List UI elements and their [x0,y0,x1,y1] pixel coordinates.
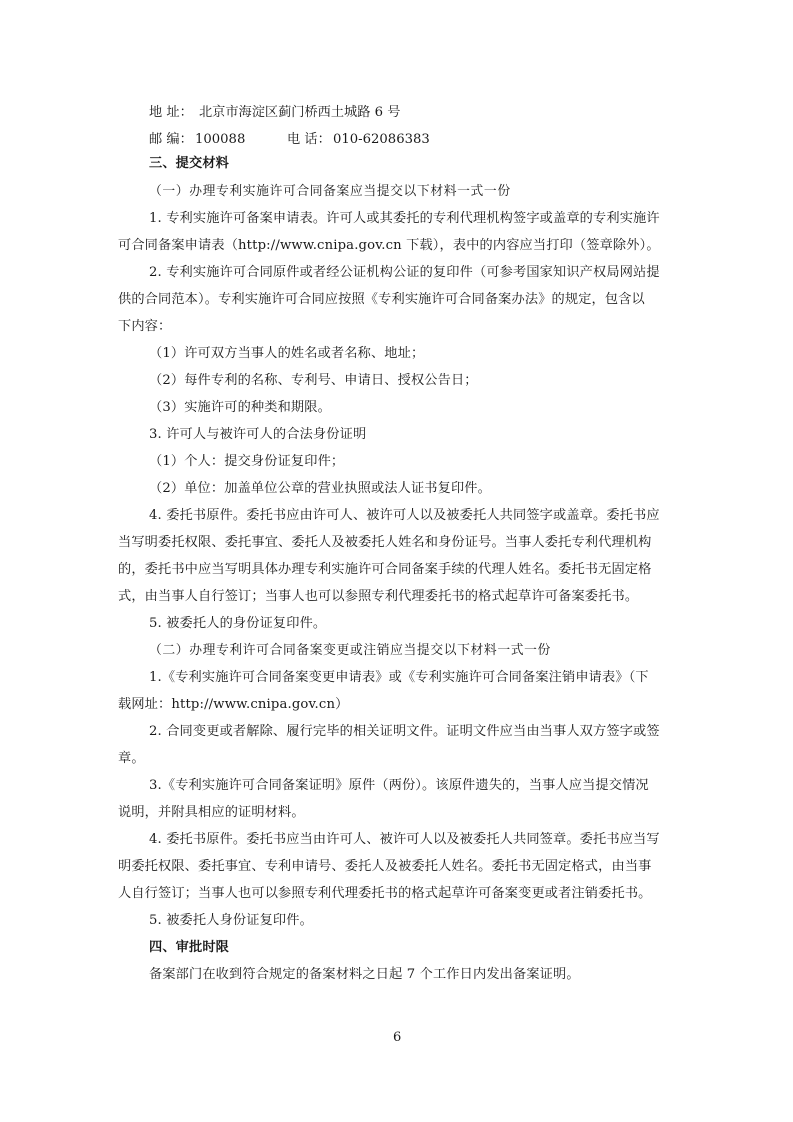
paragraph-line: 4. 委托书原件。委托书应当由许可人、被许可人以及被委托人共同签章。委托书应当写 [149,832,660,847]
paragraph-line: 1. 专利实施许可备案申请表。许可人或其委托的专利代理机构签字或盖章的专利实施许 [149,211,660,226]
section-heading-submission-materials: 三、提交材料 [149,156,230,171]
list-item: 3. 许可人与被许可人的合法身份证明 [149,427,367,442]
paragraph-line: 载网址：http://www.cnipa.gov.cn） [118,697,349,712]
phone-label: 电 话： [287,132,331,147]
paragraph-line: 式，由当事人自行签订；当事人也可以参照专利代理委托书的格式起草许可备案委托书。 [118,589,639,604]
paragraph-line: 可合同备案申请表（http://www.cnipa.gov.cn 下载），表中的内容应当打印（签章除外）。 [118,238,660,253]
paragraph-line: 供的合同范本）。专利实施许可合同应按照《专利实施许可合同备案办法》的规定，包含以 [118,292,645,307]
address-label: 地 址： [149,105,193,120]
list-item: （1）许可双方当事人的姓名或者名称、地址； [149,346,425,361]
subsection-title-license-filing: （一）办理专利实施许可合同备案应当提交以下材料一式一份 [149,184,511,199]
paragraph-line: 的，委托书中应当写明具体办理专利实施许可合同备案手续的代理人姓名。委托书无固定格 [118,562,652,577]
paragraph-line: 人自行签订；当事人也可以参照专利代理委托书的格式起草许可备案变更或者注销委托书。 [118,886,652,901]
paragraph-line: 3.《专利实施许可合同备案证明》原件（两份）。该原件遗失的，当事人应当提交情况 [149,778,649,793]
list-item: （2）单位：加盖单位公章的营业执照或法人证书复印件。 [149,481,491,496]
paragraph-line: 4. 委托书原件。委托书应由许可人、被许可人以及被委托人共同签字或盖章。委托书应 [149,508,660,523]
subsection-title-change-or-cancel: （二）办理专利许可合同备案变更或注销应当提交以下材料一式一份 [149,643,551,658]
paragraph-line: 下内容： [118,319,172,334]
paragraph-line: 2. 合同变更或者解除、履行完毕的相关证明文件。证明文件应当由当事人双方签字或签 [149,724,660,739]
page-number: 6 [393,1030,402,1045]
paragraph-line: 明委托权限、委托事宜、专利申请号、委托人及被委托人姓名。委托书无固定格式，由当事 [118,859,652,874]
paragraph-line: 当写明委托权限、委托事宜、委托人及被委托人姓名和身份证号。当事人委托专利代理机构 [118,535,652,550]
paragraph-line: 备案部门在收到符合规定的备案材料之日起 7 个工作日内发出备案证明。 [149,967,580,982]
address-value: 北京市海淀区蓟门桥西土城路 6 号 [199,105,401,120]
paragraph-line: 1.《专利实施许可合同备案变更申请表》或《专利实施许可合同备案注销申请表》（下 [149,670,649,685]
phone-value: 010-62086383 [333,132,430,147]
list-item: （3）实施许可的种类和期限。 [149,400,331,415]
paragraph-line: 章。 [118,751,145,766]
list-item: 5. 被委托人的身份证复印件。 [149,616,327,631]
postcode-value: 100088 [195,132,246,147]
list-item: 5. 被委托人身份证复印件。 [149,913,313,928]
paragraph-line: 2. 专利实施许可合同原件或者经公证机构公证的复印件（可参考国家知识产权局网站提 [149,265,660,280]
paragraph-line: 说明，并附具相应的证明材料。 [118,805,305,820]
list-item: （1）个人：提交身份证复印件； [149,454,345,469]
list-item: （2）每件专利的名称、专利号、申请日、授权公告日； [149,373,478,388]
postcode-label: 邮 编： [149,132,193,147]
section-heading-approval-time: 四、审批时限 [149,940,230,955]
